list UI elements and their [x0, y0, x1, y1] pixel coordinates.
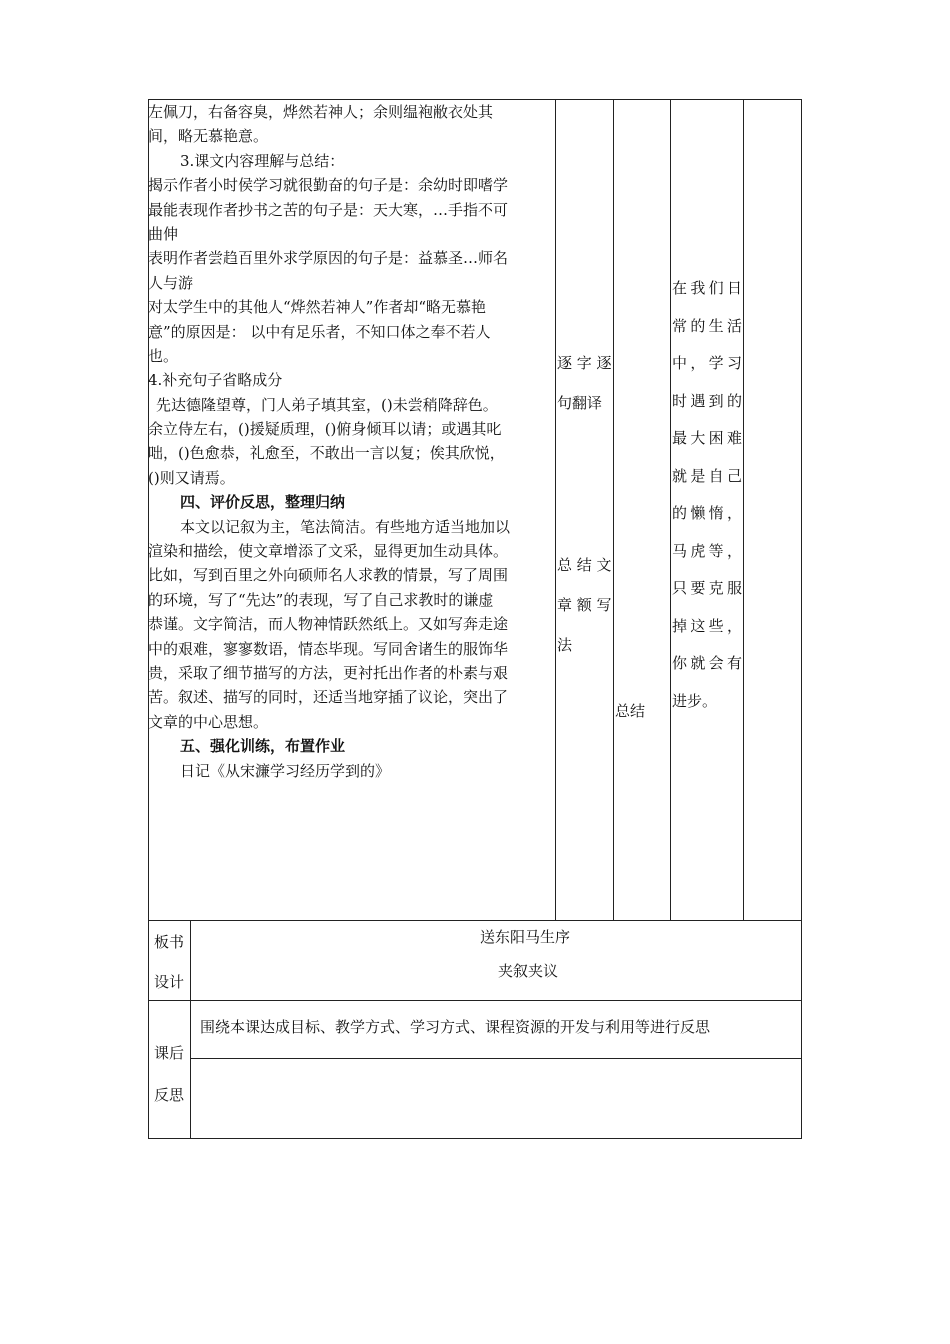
lesson-text-line: 4.补充句子省略成分 — [148, 371, 283, 390]
row-divider — [190, 1058, 802, 1059]
method-line: 法 — [557, 636, 573, 654]
lesson-body-text — [148, 100, 554, 783]
lesson-text-line: 恭谨。文字简洁，而人物神情跃然纸上。又如写奔走途 — [148, 615, 509, 634]
board-title: 送东阳马生序 — [480, 928, 571, 946]
lesson-text-line: 日记《从宋濂学习经历学到的》 — [180, 761, 391, 780]
lesson-text-line: 文章的中心思想。 — [148, 712, 269, 731]
method-cell-summary — [557, 545, 615, 665]
column-divider — [670, 99, 671, 921]
board-subtitle: 夹叙夹议 — [498, 962, 559, 980]
reflection-prompt: 围绕本课达成目标、教学方式、学习方式、课程资源的开发与利用等进行反思 — [200, 1018, 711, 1036]
lesson-text-line: 贵，采取了细节描写的方法，更衬托出作者的朴素与艰 — [148, 663, 509, 682]
advice-line: 掉这些， — [672, 616, 742, 635]
row-divider — [148, 1000, 802, 1001]
advice-line: 马虎等， — [672, 541, 742, 560]
lesson-text-line: 咄，()色愈恭，礼愈至，不敢出一言以复；俟其欣悦， — [148, 444, 505, 463]
method-cell-translation — [557, 343, 615, 423]
row-divider — [148, 920, 802, 921]
advice-line: 常的生活 — [672, 316, 742, 335]
lesson-text-line: 五、强化训练，布置作业 — [180, 737, 346, 756]
method-line: 句翻译 — [557, 394, 603, 412]
advice-line: 只要克服 — [672, 579, 742, 597]
column-divider — [613, 99, 614, 921]
summary-cell: 总结 — [615, 702, 646, 720]
lesson-text-line: 苦。叙述、描写的同时，还适当地穿插了议论，突出了 — [148, 688, 509, 707]
lesson-text-line: ()则又请焉。 — [148, 468, 235, 487]
lesson-text-line: 对太学生中的其他人“烨然若神人”作者却“略无慕艳 — [148, 298, 487, 317]
lesson-text-line: 意”的原因是： 以中有足乐者，不知口体之奉不若人 — [148, 322, 491, 341]
method-line: 章 额 写 — [557, 596, 612, 614]
column-divider — [555, 99, 556, 921]
method-line: 总 结 文 — [557, 556, 612, 574]
board-label: 板书 设计 — [154, 933, 185, 991]
advice-line: 中，学习 — [672, 354, 742, 372]
lesson-text-line: 间，略无慕艳意。 — [148, 127, 269, 146]
advice-cell — [672, 270, 742, 720]
advice-line: 时遇到的 — [672, 391, 742, 410]
lesson-text-line: 3.课文内容理解与总结： — [180, 151, 345, 170]
lesson-text-line: 渲染和描绘，使文章增添了文采，显得更加生动具体。 — [148, 542, 509, 561]
advice-line: 的懒惰， — [672, 504, 742, 522]
advice-line: 进步。 — [672, 691, 718, 710]
lesson-text-line: 四、评价反思，整理归纳 — [180, 493, 346, 512]
lesson-text-line: 的环境，写了“先达”的表现，写了自己求教时的谦虚 — [148, 590, 494, 609]
advice-line: 你就会有 — [672, 654, 742, 672]
lesson-text-line: 比如，写到百里之外向硕师名人求教的情景，写了周围 — [148, 566, 509, 585]
lesson-text-line: 中的艰难，寥寥数语，情态毕现。写同舍诸生的服饰华 — [148, 639, 509, 658]
advice-line: 就是自己 — [672, 466, 742, 485]
method-line: 逐 字 逐 — [557, 354, 612, 372]
lesson-text-line: 人与游 — [148, 273, 194, 292]
advice-line: 最大困难 — [672, 429, 742, 447]
lesson-text-line: 先达德隆望尊，门人弟子填其室，()未尝稍降辞色。 — [156, 395, 498, 414]
lesson-text-line: 余立侍左右，()援疑质理，()俯身倾耳以请；或遇其叱 — [148, 420, 502, 439]
lesson-text-line: 也。 — [148, 346, 179, 365]
lesson-text-line: 曲伸 — [148, 224, 179, 243]
lesson-text-line: 最能表现作者抄书之苦的句子是：天大寒，…手指不可 — [148, 200, 509, 219]
advice-line: 在我们日 — [672, 279, 742, 297]
column-divider — [190, 920, 191, 1139]
column-divider — [743, 99, 744, 921]
reflection-label: 课后 反思 — [154, 1044, 185, 1104]
lesson-text-line: 揭示作者小时侯学习就很勤奋的句子是：余幼时即嗜学 — [148, 176, 509, 195]
lesson-text-line: 本文以记叙为主，笔法简洁。有些地方适当地加以 — [180, 517, 511, 536]
lesson-text-line: 左佩刀，右备容臭，烨然若神人；余则缊袍敝衣处其 — [148, 103, 494, 121]
lesson-text-line: 表明作者尝趋百里外求学原因的句子是：益慕圣…师名 — [148, 249, 509, 268]
